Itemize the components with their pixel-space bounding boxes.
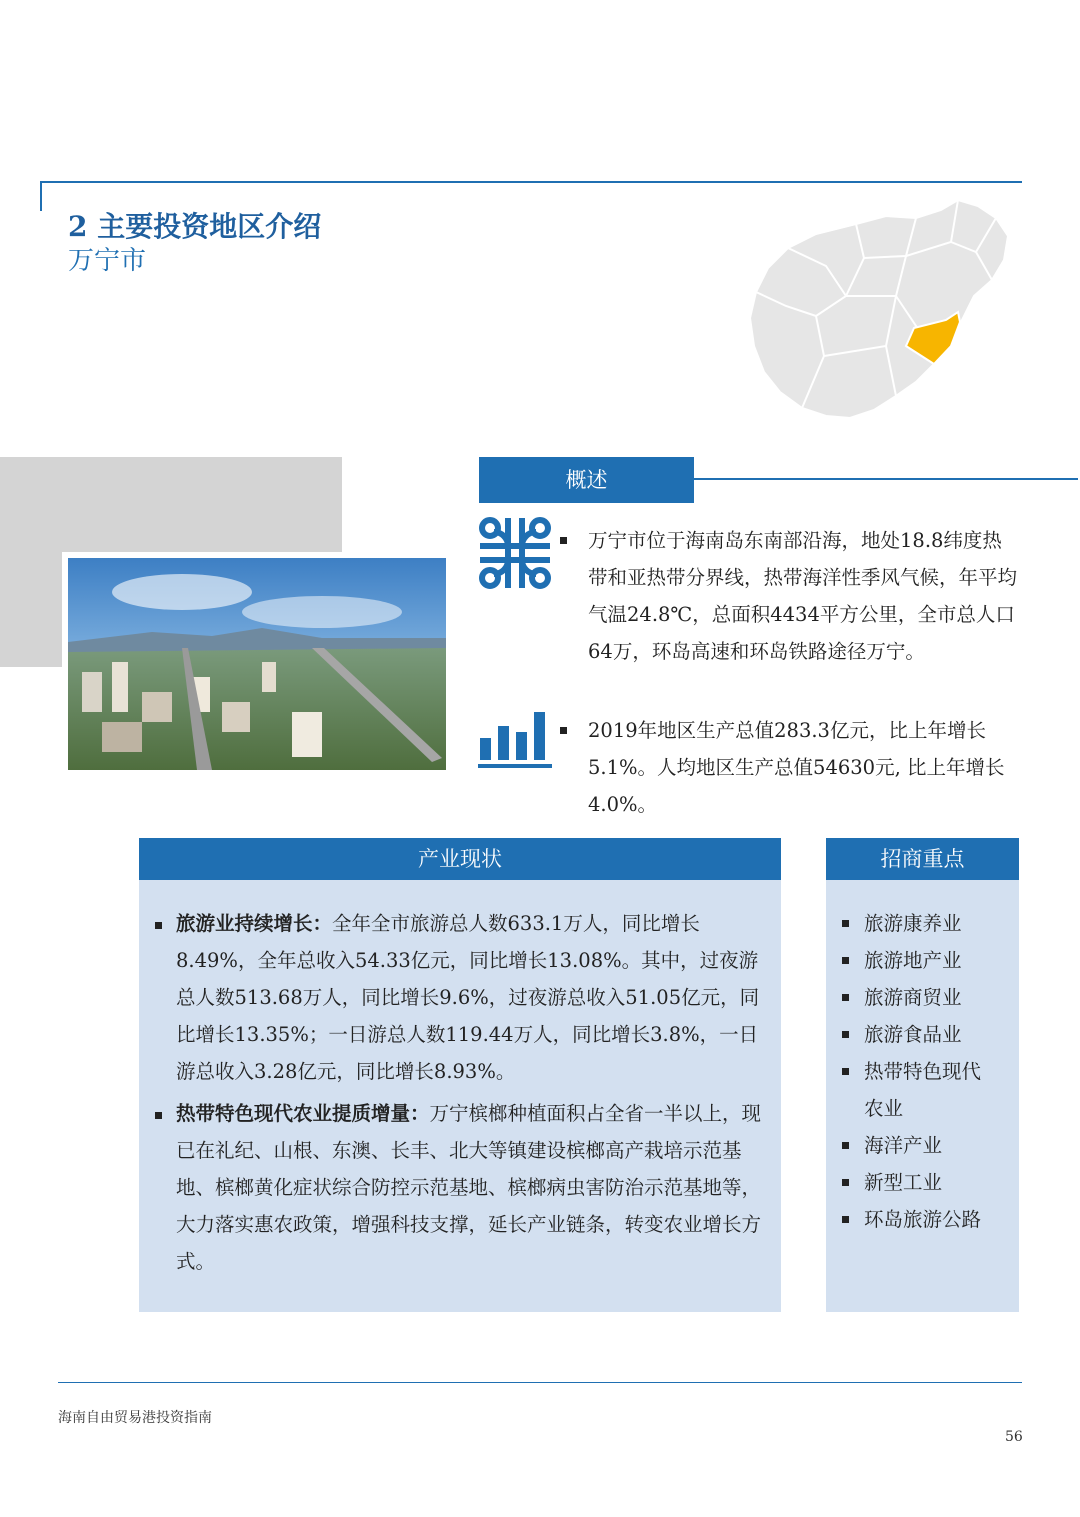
investment-item: 新型工业 [864, 1171, 943, 1194]
industry-panel [139, 880, 781, 1312]
bullet [842, 920, 849, 927]
hainan-map [746, 196, 1012, 424]
investment-header: 招商重点 [826, 838, 1019, 880]
top-rule-tick [40, 181, 42, 211]
industry-item-label: 旅游业持续增长： [176, 912, 333, 935]
overview-rule [694, 478, 1078, 480]
bullet [155, 1112, 162, 1119]
city-name: 万宁市 [68, 246, 147, 276]
bullet [842, 994, 849, 1001]
footer-title: 海南自由贸易港投资指南 [58, 1410, 212, 1426]
page-number: 56 [1005, 1429, 1023, 1445]
investment-item: 环岛旅游公路 [864, 1208, 982, 1231]
industry-item-agriculture [176, 1095, 764, 1280]
bullet [842, 1068, 849, 1075]
top-rule [40, 181, 1022, 183]
section-title: 2 主要投资地区介绍 [68, 210, 322, 243]
investment-item: 旅游商贸业 [864, 986, 962, 1009]
road-network-icon [478, 516, 552, 590]
investment-item: 旅游地产业 [864, 949, 962, 972]
investment-item: 海洋产业 [864, 1134, 943, 1157]
city-aerial-photo [62, 552, 448, 770]
bar-chart-icon [478, 710, 554, 770]
bullet [842, 1031, 849, 1038]
investment-item: 旅游食品业 [864, 1023, 962, 1046]
industry-header: 产业现状 [139, 838, 781, 880]
bullet [560, 727, 567, 734]
overview-item-1: 万宁市位于海南岛东南部沿海，地处18.8纬度热带和亚热带分界线，热带海洋性季风气候，年平均气温24.8℃，总面积4434平方公里，全市总人口64万，环岛高速和环岛铁路途径万宁。 [588, 529, 1018, 663]
investment-item: 旅游康养业 [864, 912, 962, 935]
overview-item-2: 2019年地区生产总值283.3亿元，比上年增长5.1%。人均地区生产总值54630元, 比上年增长4.0%。 [588, 719, 1005, 816]
bullet [842, 1179, 849, 1186]
footer-rule [58, 1382, 1022, 1383]
industry-item-label: 热带特色现代农业提质增量： [176, 1102, 430, 1125]
industry-item-text: 万宁槟榔种植面积占全省一半以上，现已在礼纪、山根、东澳、长丰、北大等镇建设槟榔高产栽培示范基地、槟榔黄化症状综合防控示范基地、槟榔病虫害防治示范基地等，大力落实惠农政策，增强科技支撑，延长产业链条，转变农业增长方式。 [176, 1102, 762, 1273]
overview-header: 概述 [479, 457, 694, 503]
bullet [842, 957, 849, 964]
bullet [842, 1216, 849, 1223]
industry-item-tourism [176, 905, 764, 1090]
investment-item: 热带特色现代农业 [864, 1060, 982, 1120]
bullet [560, 537, 567, 544]
bullet [842, 1142, 849, 1149]
industry-item-text: 全年全市旅游总人数633.1万人，同比增长8.49%，全年总收入54.33亿元，同比增长13.08%。其中，过夜游总人数513.68万人，同比增长9.6%，过夜游总收入51.05亿元，同比增长13.35%；一日游总人数119.44万人，同比增长3.8%，一日游总收入3.28亿元，同比增长8.93%。 [176, 912, 760, 1083]
bullet [155, 922, 162, 929]
